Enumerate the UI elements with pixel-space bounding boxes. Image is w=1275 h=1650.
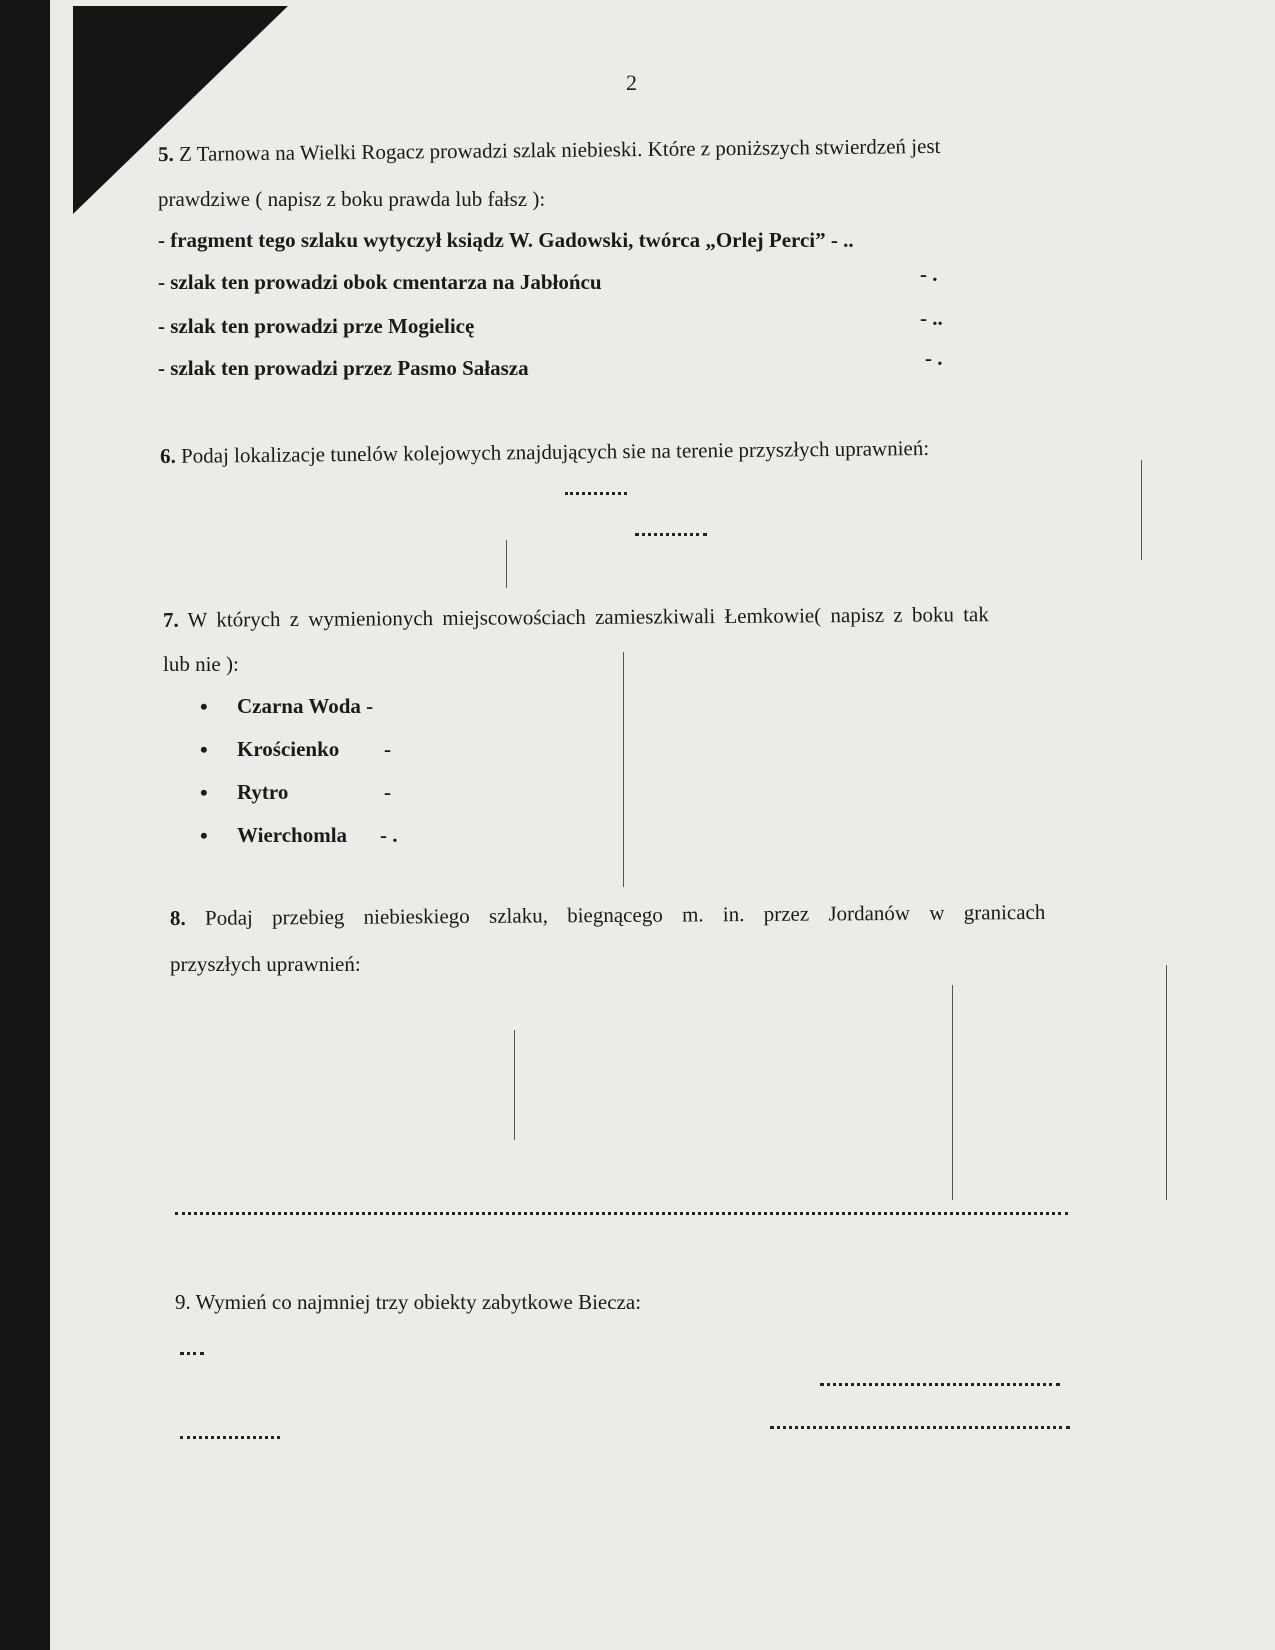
- q7-text-line1: W których z wymienionych miejscowościach zamieszkiwali Łemkowie( napisz z boku tak: [187, 602, 989, 632]
- q5-answer-3[interactable]: - ..: [920, 306, 943, 330]
- q9-answer-dots-3[interactable]: [180, 1436, 280, 1439]
- corner-triangle-mark: [73, 6, 288, 214]
- scan-artifact-line: [1141, 460, 1142, 560]
- q5-statement-3: - szlak ten prowadzi prze Mogielicę: [158, 314, 475, 338]
- q9-text: Wymień co najmniej trzy obiekty zabytkowe Biecza:: [195, 1290, 642, 1314]
- q7-item-wierchomla: Wierchomla: [237, 823, 348, 847]
- q7-item-kroscienko: Krościenko: [237, 737, 340, 761]
- bullet-icon: •: [200, 823, 208, 848]
- q7-number: 7.: [162, 607, 179, 632]
- scan-artifact-line: [1166, 965, 1167, 1200]
- q6-number: 6.: [159, 443, 176, 469]
- scan-artifact-line: [506, 540, 507, 588]
- scan-artifact-line: [514, 1030, 515, 1140]
- q9-number: 9.: [175, 1290, 191, 1314]
- q7-answer-rytro[interactable]: -: [384, 780, 391, 804]
- q6-answer-dots-2[interactable]: [635, 533, 707, 536]
- q6-answer-dots-1[interactable]: [565, 492, 627, 495]
- bullet-icon: •: [200, 780, 208, 805]
- page-number: 2: [626, 70, 637, 95]
- scan-edge: [0, 0, 50, 1650]
- q8-text-line2: przyszłych uprawnień:: [170, 952, 361, 976]
- q5-answer-4[interactable]: - .: [925, 346, 943, 370]
- q5-text-line2: prawdziwe ( napisz z boku prawda lub fałsz ):: [158, 187, 546, 211]
- q5-statement-4: - szlak ten prowadzi przez Pasmo Sałasza: [158, 356, 529, 380]
- q7-text-line2: lub nie ):: [163, 652, 239, 676]
- q5-statement-1: - fragment tego szlaku wytyczył ksiądz W. Gadowski, twórca „Orlej Perci” - ..: [158, 228, 854, 252]
- q5-text-line1: Z Tarnowa na Wielki Rogacz prowadzi szlak niebieski. Które z poniższych stwierdzeń jest: [178, 133, 941, 166]
- q6-text: Podaj lokalizacje tunelów kolejowych znajdujących sie na terenie przyszłych uprawnień:: [180, 435, 930, 468]
- scan-artifact-line: [952, 985, 953, 1200]
- bullet-icon: •: [200, 737, 208, 762]
- q8-text-line1: Podaj przebieg niebieskiego szlaku, biegnącego m. in. przez Jordanów w granicach: [204, 899, 1046, 930]
- q7-answer-kroscienko[interactable]: -: [384, 737, 391, 761]
- q9-answer-dots-1[interactable]: [180, 1352, 204, 1355]
- q5-number: 5.: [157, 141, 174, 167]
- q9-question: [175, 1290, 641, 1315]
- q8-number: 8.: [169, 905, 186, 931]
- q9-answer-dots-2[interactable]: [820, 1383, 1060, 1386]
- bullet-icon: •: [200, 694, 208, 719]
- q5-answer-2[interactable]: - .: [920, 262, 938, 286]
- q7-item-rytro: Rytro: [237, 780, 289, 804]
- q5-statement-2: - szlak ten prowadzi obok cmentarza na Jabłońcu: [158, 270, 602, 294]
- q7-item-czarna-woda: Czarna Woda -: [237, 694, 374, 718]
- q9-answer-dots-4[interactable]: [770, 1426, 1070, 1429]
- q7-answer-wierchomla[interactable]: - .: [380, 823, 398, 847]
- scan-artifact-line: [623, 652, 624, 887]
- q8-answer-dotted-line[interactable]: [175, 1212, 1068, 1215]
